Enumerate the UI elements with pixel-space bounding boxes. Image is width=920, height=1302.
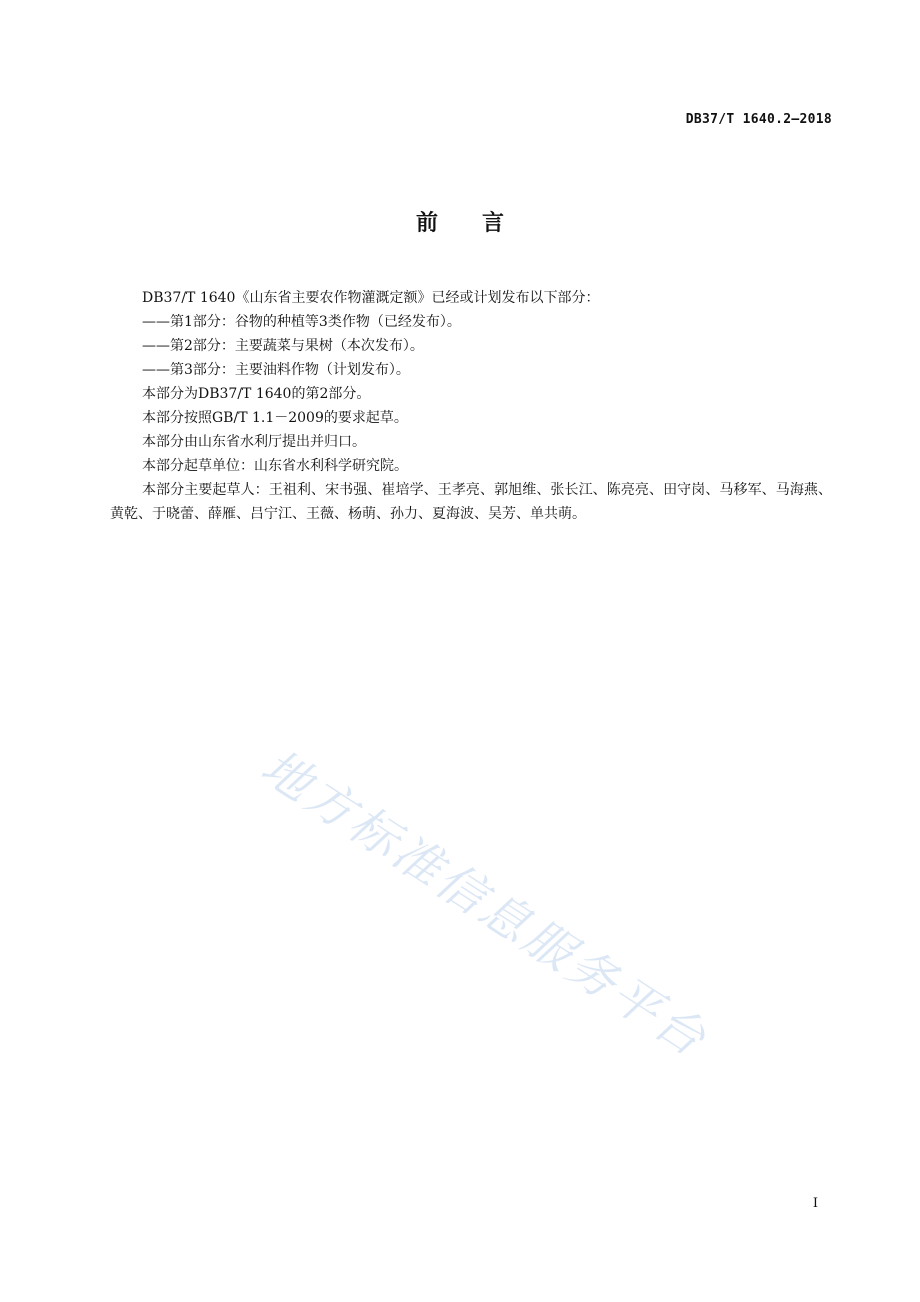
- paragraph-scope: 本部分为DB37/T 1640的第2部分。: [142, 386, 371, 402]
- paragraph-drafting-unit: 本部分起草单位：山东省水利科学研究院。: [142, 458, 408, 474]
- paragraph-part-1: ——第1部分：谷物的种植等3类作物（已经发布）。: [142, 314, 461, 330]
- paragraph-part-2: ——第2部分：主要蔬菜与果树（本次发布）。: [142, 338, 424, 354]
- standard-code: DB37/T 1640.2—2018: [685, 112, 832, 127]
- paragraph-part-3: ——第3部分：主要油料作物（计划发布）。: [142, 362, 410, 378]
- paragraph-drafting-rules: 本部分按照GB/T 1.1－2009的要求起草。: [142, 410, 408, 426]
- page-title-char-1: 前: [415, 211, 438, 236]
- paragraph-proposer: 本部分由山东省水利厅提出并归口。: [142, 434, 366, 450]
- page-number: I: [812, 1196, 818, 1211]
- foreword-body: [110, 286, 832, 526]
- page-title-char-2: 言: [482, 211, 505, 236]
- paragraph-drafters: 本部分主要起草人：王祖利、宋书强、崔培学、王孝亮、郭旭维、张长江、陈亮亮、田守岗、马移军、马海燕、黄乾、于晓蕾、薛雁、吕宁江、王薇、杨萌、孙力、夏海波、吴芳、单共萌。: [110, 482, 832, 522]
- page-title: [0, 206, 920, 237]
- watermark: 地方标准信息服务平台: [251, 738, 718, 1069]
- paragraph-intro: DB37/T 1640《山东省主要农作物灌溉定额》已经或计划发布以下部分：: [142, 290, 600, 306]
